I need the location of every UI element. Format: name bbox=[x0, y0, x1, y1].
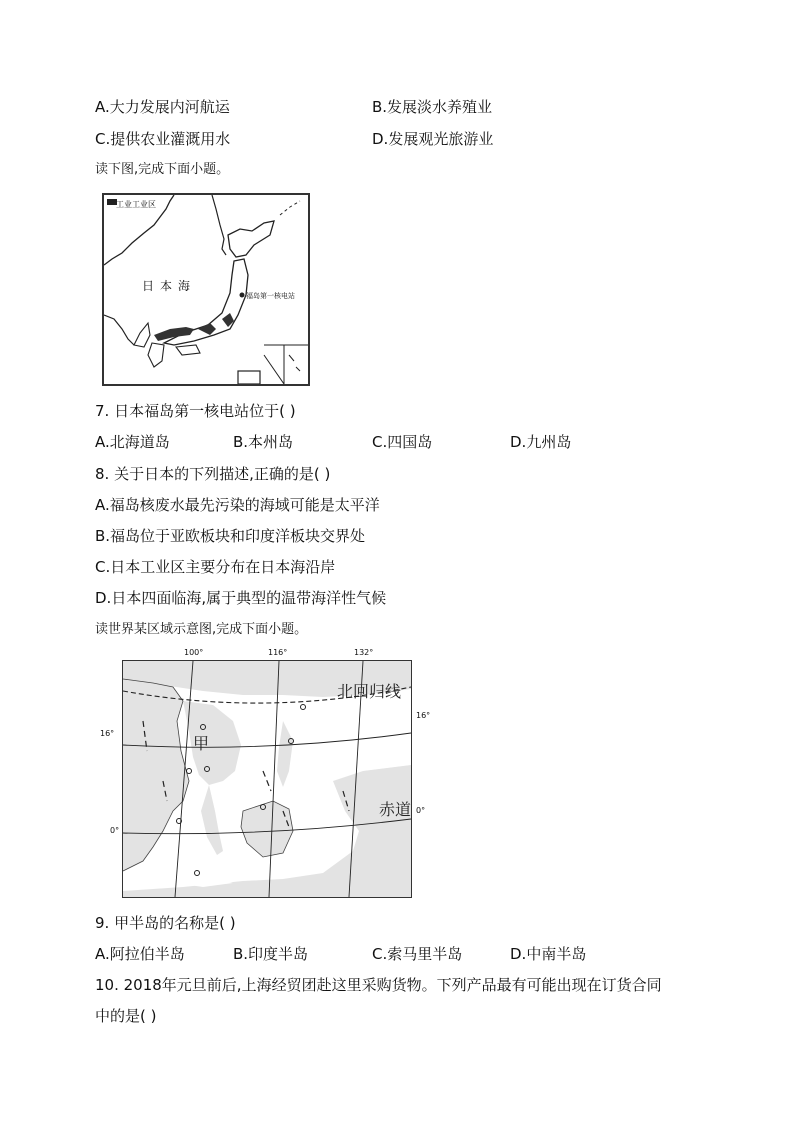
region-map bbox=[100, 648, 440, 903]
question-10-cont: 中的是( ) bbox=[95, 1007, 157, 1025]
q8-option-b: B.福岛位于亚欧板块和印度洋板块交界处 bbox=[95, 527, 366, 545]
q9-option-b: B.印度半岛 bbox=[233, 945, 309, 963]
q7-option-d: D.九州岛 bbox=[510, 433, 572, 451]
q9-option-d: D.中南半岛 bbox=[510, 945, 587, 963]
sea-label: 日本海 bbox=[142, 279, 197, 293]
q8-option-a: A.福岛核废水最先污染的海域可能是太平洋 bbox=[95, 496, 380, 514]
tropic-label: 北回归线 bbox=[337, 682, 402, 701]
option-d: D.发展观光旅游业 bbox=[372, 130, 494, 148]
option-b: B.发展淡水养殖业 bbox=[372, 98, 493, 116]
map-legend: 工业工业区 bbox=[116, 200, 156, 209]
q9-option-a: A.阿拉伯半岛 bbox=[95, 945, 185, 963]
lat-label-left-16: 16° bbox=[100, 729, 115, 738]
option-c: C.提供农业灌溉用水 bbox=[95, 130, 231, 148]
question-10: 10. 2018年元旦前后,上海经贸团赴这里采购货物。下列产品最有可能出现在订货合同 bbox=[95, 976, 662, 994]
lon-label-132: 132° bbox=[354, 648, 374, 657]
lat-label-right-16: 16° bbox=[416, 711, 431, 720]
q9-option-c: C.索马里半岛 bbox=[372, 945, 463, 963]
option-a: A.大力发展内河航运 bbox=[95, 98, 230, 116]
q7-option-b: B.本州岛 bbox=[233, 433, 294, 451]
question-8: 8. 关于日本的下列描述,正确的是( ) bbox=[95, 465, 331, 483]
intro-text-2: 读世界某区域示意图,完成下面小题。 bbox=[95, 622, 308, 637]
q8-option-c: C.日本工业区主要分布在日本海沿岸 bbox=[95, 558, 336, 576]
japan-map-graphic bbox=[104, 195, 308, 384]
peninsula-label: 甲 bbox=[193, 734, 210, 753]
equator-label: 赤道 bbox=[379, 800, 412, 819]
japan-map bbox=[102, 193, 310, 386]
lon-label-116: 116° bbox=[268, 648, 288, 657]
q8-option-d: D.日本四面临海,属于典型的温带海洋性气候 bbox=[95, 589, 387, 607]
q7-option-c: C.四国岛 bbox=[372, 433, 433, 451]
lat-label-left-0: 0° bbox=[110, 826, 120, 835]
plant-label: 福岛第一核电站 bbox=[246, 292, 295, 300]
lon-label-100: 100° bbox=[184, 648, 204, 657]
q7-option-a: A.北海道岛 bbox=[95, 433, 170, 451]
intro-text: 读下图,完成下面小题。 bbox=[95, 162, 230, 177]
lat-label-right-0: 0° bbox=[416, 806, 426, 815]
region-map-frame bbox=[122, 660, 412, 898]
question-7: 7. 日本福岛第一核电站位于( ) bbox=[95, 402, 296, 420]
question-9: 9. 甲半岛的名称是( ) bbox=[95, 914, 236, 932]
